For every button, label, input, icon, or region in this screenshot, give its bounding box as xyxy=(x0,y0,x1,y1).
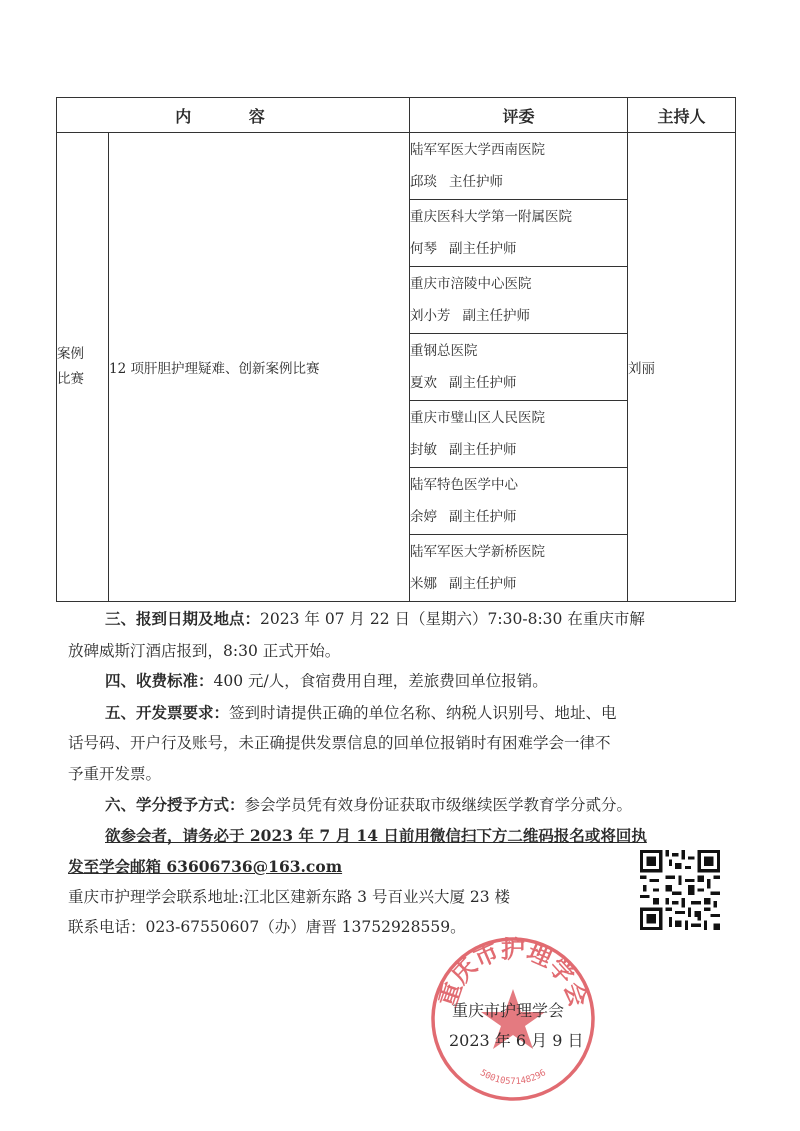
judge-cell xyxy=(410,133,628,200)
section-4-line xyxy=(105,669,755,691)
table-header-row xyxy=(57,98,736,133)
contact-address: 重庆市护理学会联系地址:江北区建新东路 3 号百业兴大厦 23 楼 xyxy=(68,888,511,906)
section-4-label: 四、收费标准： xyxy=(105,671,214,690)
section-5-line xyxy=(105,701,755,723)
category-cell xyxy=(57,133,109,602)
judge-title: 副主任护师 xyxy=(449,509,517,525)
judge-unit: 重庆医科大学第一附属医院 xyxy=(410,209,573,225)
judge-name: 夏欢 xyxy=(410,375,438,391)
category-line: 案例 xyxy=(57,346,84,362)
seal-serial: 5001057148296 xyxy=(478,1068,548,1088)
section-3-text: 2023 年 07 月 22 日（星期六）7:30-8:30 在重庆市解 xyxy=(260,610,645,628)
signature-org: 重庆市护理学会 xyxy=(452,1001,565,1020)
contact-phone: 联系电话：023-67550607（办）唐晋 13752928559。 xyxy=(68,918,466,936)
judge-cell xyxy=(410,468,628,535)
judge-cell xyxy=(410,267,628,334)
schedule-table xyxy=(56,97,736,602)
section-6-line xyxy=(105,793,755,815)
section-5-label: 五、开发票要求： xyxy=(105,703,230,722)
section-3-line xyxy=(105,607,755,629)
header-host: 主持人 xyxy=(628,98,736,133)
category-line: 比赛 xyxy=(57,371,84,387)
section-5-text: 签到时请提供正确的单位名称、纳税人识别号、地址、电 xyxy=(229,704,617,722)
signature-date: 2023 年 6 月 9 日 xyxy=(449,1031,584,1050)
judge-name: 封敏 xyxy=(410,442,438,458)
topic-cell: 12 项肝胆护理疑难、创新案例比赛 xyxy=(109,133,410,602)
svg-text:5001057148296 xyxy=(478,1068,548,1087)
judge-title: 副主任护师 xyxy=(462,308,531,324)
registration-notice-email: 发至学会邮箱 63606736@163.com xyxy=(68,857,343,876)
section-3-label: 三、报到日期及地点： xyxy=(105,609,261,628)
header-judges: 评委 xyxy=(410,98,628,133)
judge-unit: 陆军军医大学西南医院 xyxy=(410,142,546,158)
registration-notice: 欲参会者，请务必于 2023 年 7 月 14 日前用微信扫下方二维码报名或将回执 xyxy=(105,826,647,845)
judge-unit: 重庆市涪陵中心医院 xyxy=(410,276,532,292)
section-6-label: 六、学分授予方式： xyxy=(105,795,245,814)
judge-cell xyxy=(410,200,628,267)
judge-name: 邱琰 xyxy=(410,174,438,190)
judge-name: 余婷 xyxy=(410,509,438,525)
judge-title: 主任护师 xyxy=(449,174,504,190)
qr-code-icon[interactable] xyxy=(640,850,720,930)
judge-title: 副主任护师 xyxy=(449,375,517,391)
judge-name: 刘小芳 xyxy=(410,308,451,324)
section-6-text: 参会学员凭有效身份证获取市级继续医学教育学分贰分。 xyxy=(244,796,633,814)
judge-cell xyxy=(410,401,628,468)
header-content: 内 容 xyxy=(57,98,410,133)
judge-title: 副主任护师 xyxy=(449,442,517,458)
judge-cell xyxy=(410,334,628,401)
judge-unit: 重庆市璧山区人民医院 xyxy=(410,410,546,426)
judge-name: 何琴 xyxy=(410,241,438,257)
section-5-text-cont: 话号码、开户行及账号，未正确提供发票信息的回单位报销时有困难学会一律不 xyxy=(68,734,611,752)
judge-title: 副主任护师 xyxy=(449,576,517,592)
table-row xyxy=(57,133,736,200)
judge-unit: 陆军军医大学新桥医院 xyxy=(410,544,546,560)
judge-cell xyxy=(410,535,628,602)
section-5-text-cont: 予重开发票。 xyxy=(68,765,162,783)
host-cell: 刘丽 xyxy=(628,133,736,602)
section-3-text-cont: 放碑威斯汀酒店报到，8:30 正式开始。 xyxy=(68,642,341,660)
judge-name: 米娜 xyxy=(410,576,438,592)
seal-arc-text: 重庆市护理学会 xyxy=(433,935,593,1011)
judge-unit: 陆军特色医学中心 xyxy=(410,477,519,493)
judge-unit: 重钢总医院 xyxy=(410,343,478,359)
section-4-text: 400 元/人，食宿费用自理，差旅费回单位报销。 xyxy=(213,672,548,690)
judge-title: 副主任护师 xyxy=(449,241,517,257)
